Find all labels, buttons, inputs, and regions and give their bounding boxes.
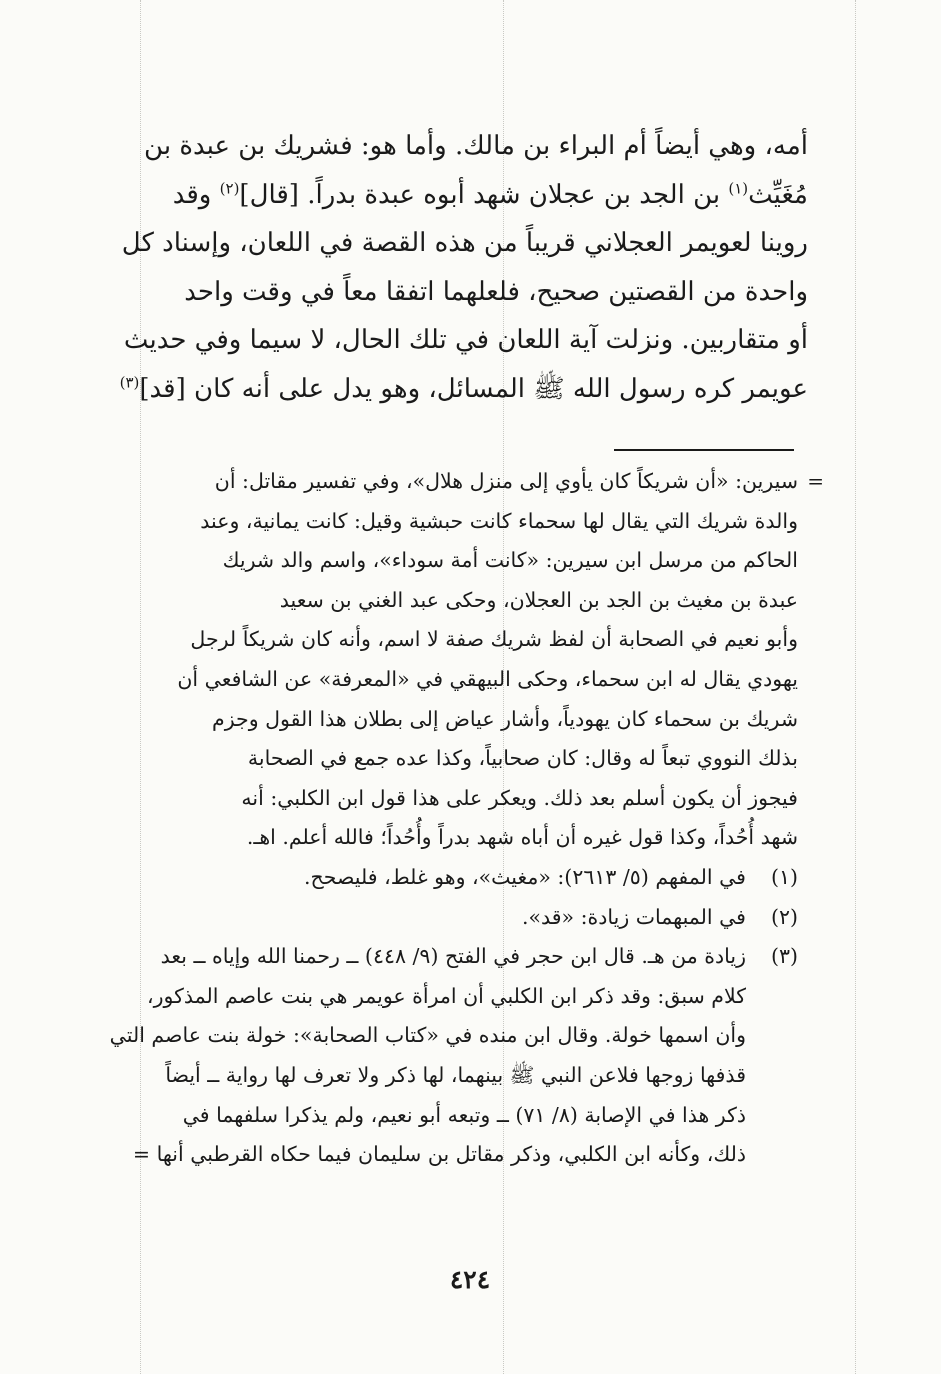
footnote-text bbox=[108, 937, 746, 1175]
footnote-1 bbox=[108, 858, 798, 898]
footnote-number: (٣) bbox=[770, 944, 798, 969]
main-line bbox=[108, 316, 808, 365]
footnote-text: في المفهم (٥/ ٢٦١٣): «مغيث»، وهو غلط، فليصحح. bbox=[304, 864, 746, 889]
main-line-text: واحدة من القصتين صحيح، فلعلهما اتفقا معاً في وقت واحد bbox=[184, 276, 808, 307]
main-line-text: مُغَيِّث bbox=[748, 179, 808, 210]
footnote-line: ذكر هذا في الإصابة (٨/ ٧١) ــ وتبعه أبو نعيم، ولم يذكرا سلفهما في bbox=[182, 1102, 746, 1127]
footnote-separator bbox=[614, 449, 794, 451]
main-line bbox=[108, 171, 808, 220]
page-number: ٤٢٤ bbox=[449, 1265, 491, 1294]
main-line bbox=[108, 365, 808, 414]
main-line-text: أمه، وهي أيضاً أم البراء بن مالك. وأما هو: فشريك بن عبدة بن bbox=[144, 131, 808, 161]
main-line-text: روينا لعويمر العجلاني قريباً من هذه القصة في اللعان، وإسناد كل bbox=[121, 228, 808, 258]
footnote-3 bbox=[108, 937, 798, 1175]
footnote-continuation-line: فيجوز أن يكون أسلم بعد ذلك. ويعكر على هذا قول ابن الكلبي: أنه bbox=[241, 785, 798, 810]
footnote-number: (٢) bbox=[770, 904, 798, 929]
footnote-continuation-line: عبدة بن مغيث بن الجد بن العجلان، وحكى عبد الغني بن سعيد bbox=[279, 587, 798, 612]
footnote-continuation-line: شهد أُحُداً، وكذا قول غيره أن أباه شهد بدراً وأُحُداً؛ فالله أعلم. اهـ. bbox=[246, 825, 798, 850]
footnote-line: وأن اسمها خولة. وقال ابن منده في «كتاب الصحابة»: خولة بنت عاصم التي bbox=[109, 1023, 746, 1048]
main-line-text: أو متقاربين. ونزلت آية اللعان في تلك الحال، لا سيما وفي حديث bbox=[123, 325, 808, 355]
footnote-continuation-line: وأبو نعيم في الصحابة أن لفظ شريك صفة لا اسم، وأنه كان شريكاً لرجل bbox=[190, 627, 798, 652]
footnote-2 bbox=[108, 898, 798, 938]
footnote-continuation-line: الحاكم من مرسل ابن سيرين: «كانت أمة سوداء»، واسم والد شريك bbox=[222, 548, 798, 573]
footnote-continuation-line: شريك بن سحماء كان يهودياً، وأشار عياض إلى بطلان هذا القول وجزم bbox=[212, 706, 798, 731]
footnote-ref-1[interactable]: (١) bbox=[728, 178, 749, 197]
footnote-line: كلام سبق: وقد ذكر ابن الكلبي أن امرأة عويمر هي بنت عاصم المذكور، bbox=[147, 983, 746, 1008]
footnote-ref-2[interactable]: (٢) bbox=[219, 178, 240, 197]
footnote-text: في المبهمات زيادة: «قد». bbox=[521, 904, 746, 929]
main-line bbox=[108, 268, 808, 317]
main-line-text: عويمر كره رسول الله ﷺ المسائل، وهو يدل على أنه كان [قد] bbox=[139, 373, 808, 404]
scan-guide-line bbox=[855, 0, 856, 1374]
footnote-continuation-line: سيرين: «أن شريكاً كان يأوي إلى منزل هلال»، وفي تفسير مقاتل: أن bbox=[214, 469, 798, 493]
main-body-text bbox=[108, 122, 808, 413]
main-line-text: بن الجد بن عجلان شهد أبوه عبدة بدراً. [قال] bbox=[239, 179, 729, 210]
footnote-line: زيادة من هـ. قال ابن حجر في الفتح (٩/ ٤٤٨) ــ رحمنا الله وإياه ــ بعد bbox=[160, 944, 746, 969]
footnotes-section bbox=[108, 462, 824, 1175]
footnote-number: (١) bbox=[770, 864, 798, 889]
footnote-line: ذلك، وكأنه ابن الكلبي، وذكر مقاتل بن سليمان فيما حكاه القرطبي أنها = bbox=[132, 1142, 746, 1167]
footnote-continuation-line: يهودي يقال له ابن سحماء، وحكى البيهقي في «المعرفة» عن الشافعي أن bbox=[177, 666, 798, 691]
continuation-mark: = bbox=[807, 469, 824, 493]
footnote-line: قذفها زوجها فلاعن النبي ﷺ بينهما، لها ذكر ولا تعرف لها رواية ــ أيضاً bbox=[165, 1062, 746, 1087]
main-line bbox=[108, 122, 808, 171]
footnote-ref-3[interactable]: (٣) bbox=[119, 372, 140, 391]
footnote-continuation-line: والدة شريك التي يقال لها سحماء كانت حبشية وقيل: كانت يمانية، وعند bbox=[200, 508, 798, 533]
main-line bbox=[108, 219, 808, 268]
footnote-continuation-line: بذلك النووي تبعاً له وقال: كان صحابياً، وكذا عده جمع في الصحابة bbox=[247, 746, 798, 771]
main-line-text: وقد bbox=[172, 179, 220, 210]
